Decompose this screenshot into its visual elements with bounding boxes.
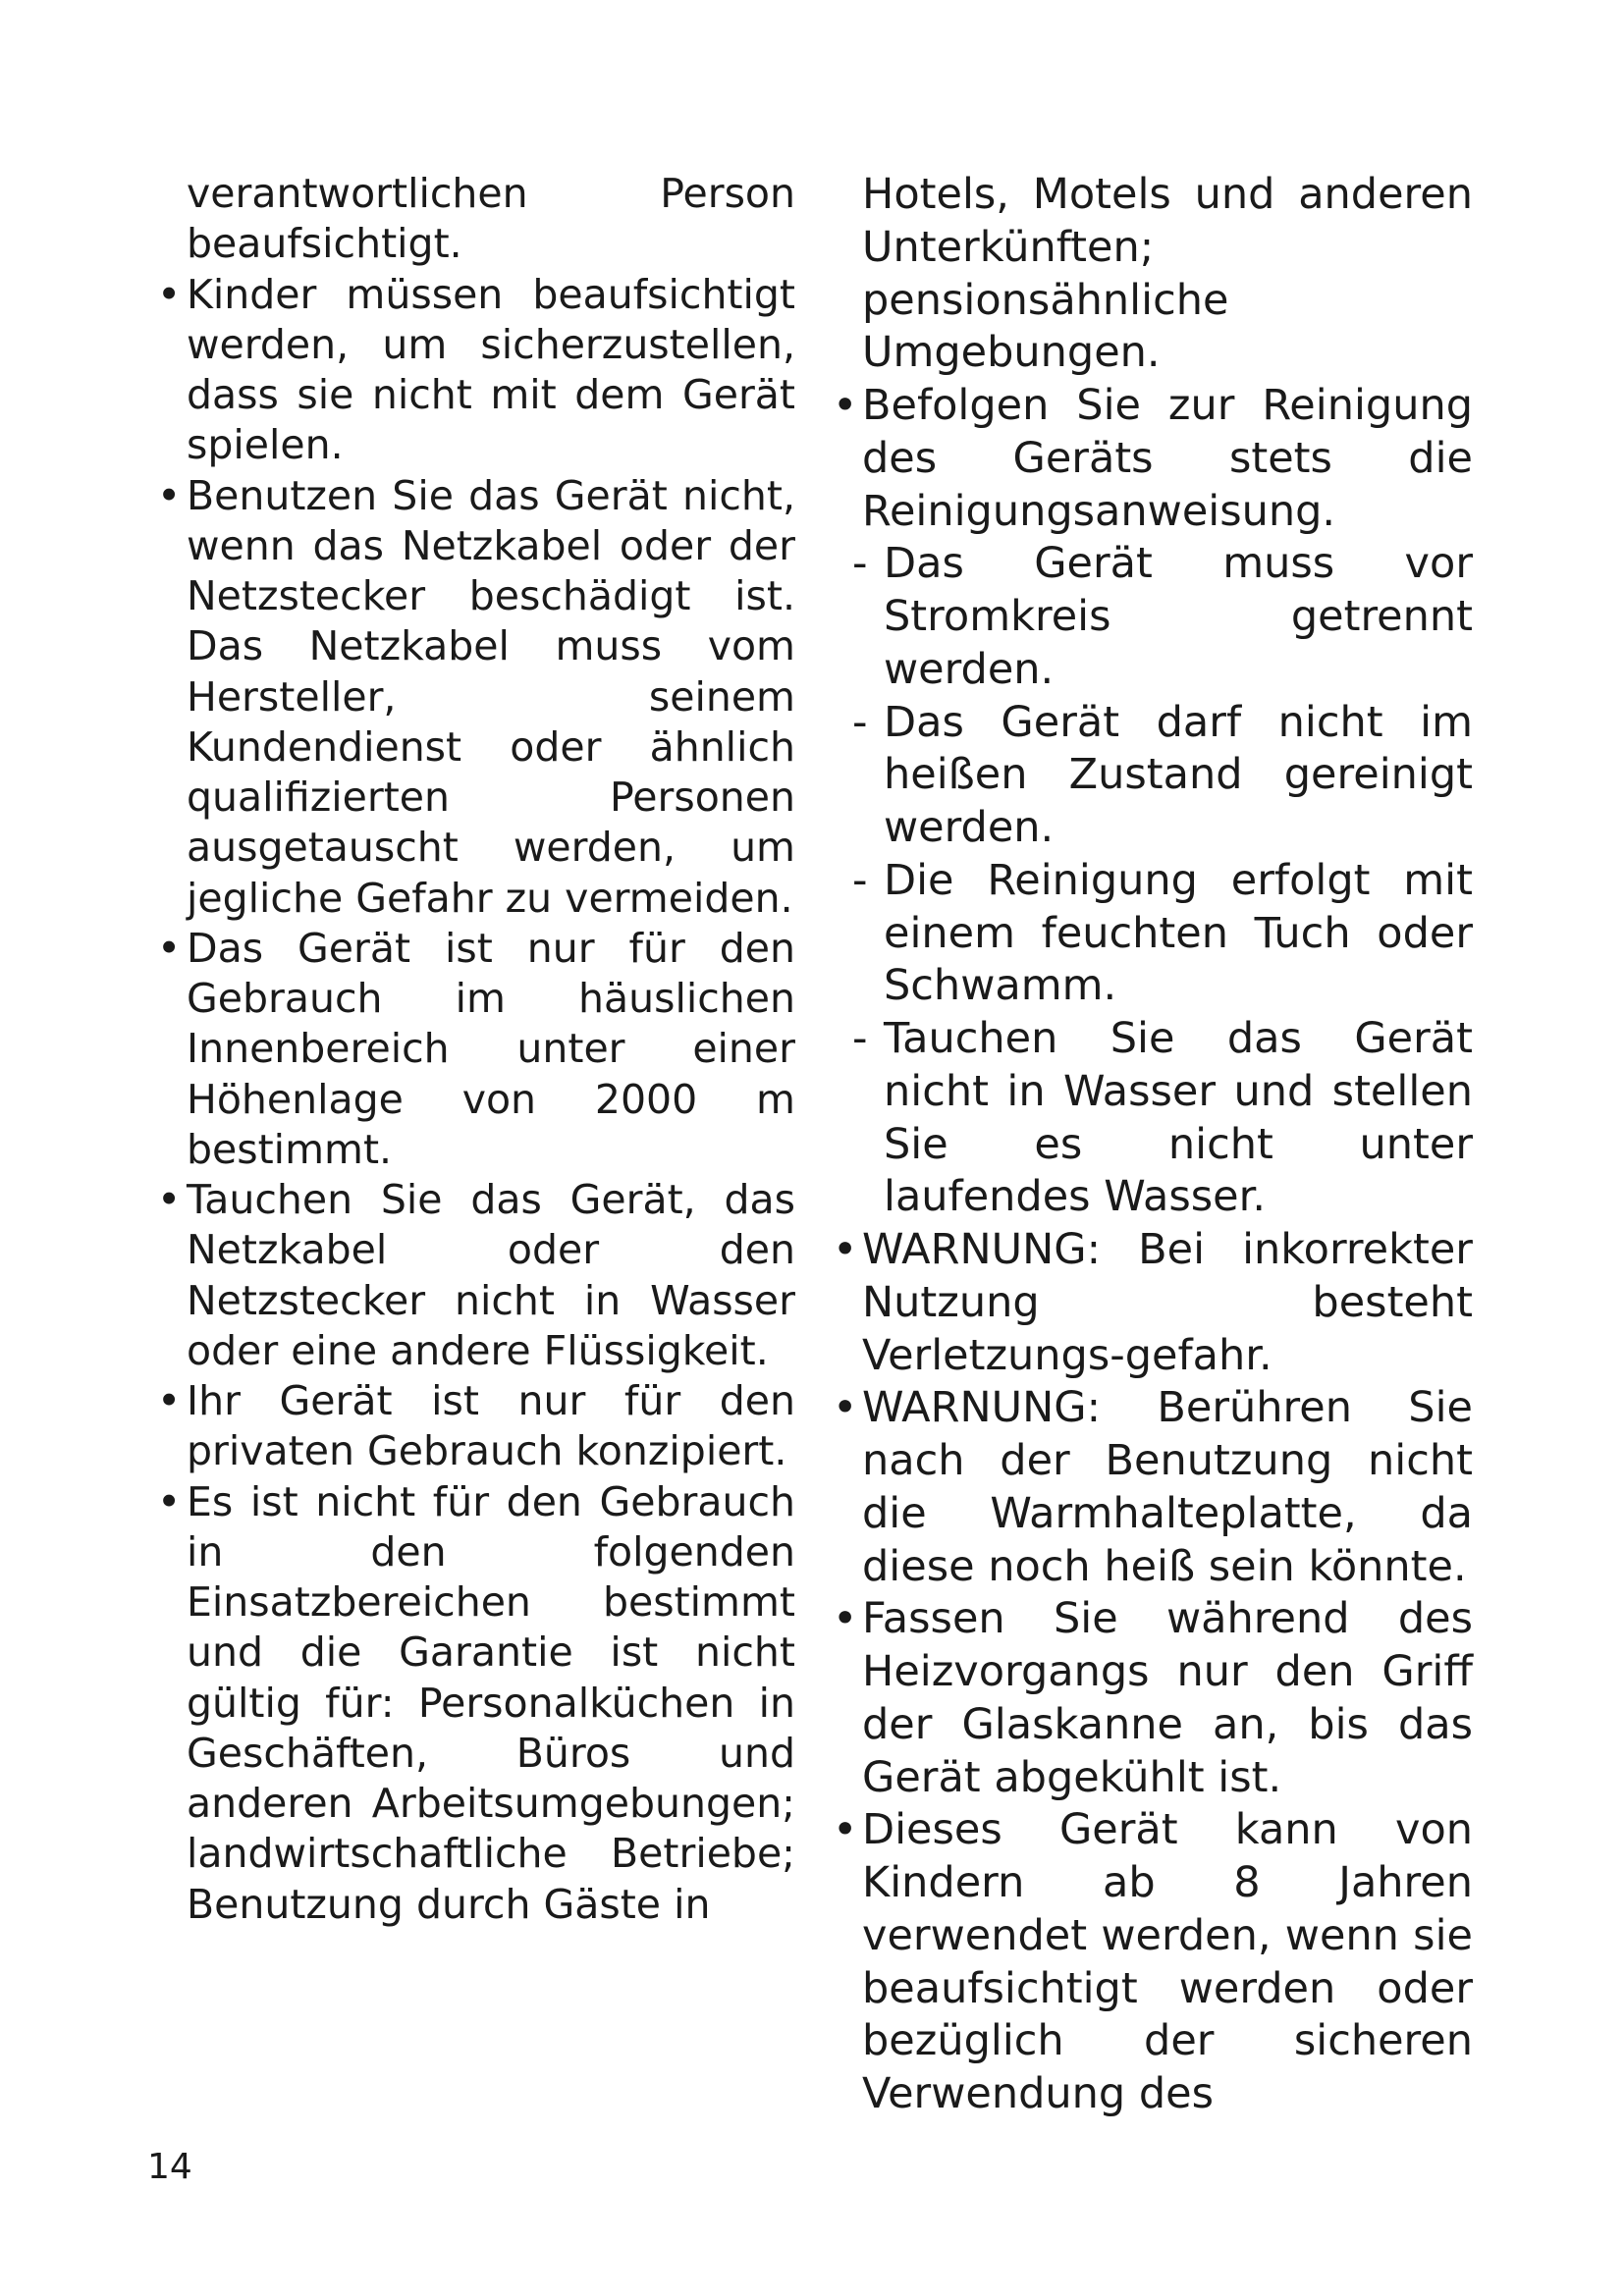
left-column xyxy=(157,169,795,1930)
right-list-item: • WARNUNG: Bei inkorrekter Nutzung besteht Verletzungs-gefahr. xyxy=(833,1225,1473,1380)
bullet-icon: • xyxy=(833,1383,858,1433)
right-list-item-cleaning: • Befolgen Sie zur Reinigung des Geräts stets die Reinigungsanweisung. xyxy=(833,381,1473,536)
bullet-icon: • xyxy=(157,1176,182,1223)
left-list-item: • Benutzen Sie das Gerät nicht, wenn das Netzkabel oder der Netzstecker beschädigt ist. Das Netzkabel muss vom Hersteller, seinem Kundendienst oder ähnlich qualifizierten Personen ausgetauscht werden, um jegliche Gefahr zu vermeiden. xyxy=(157,471,795,922)
dash-icon: - xyxy=(852,855,868,905)
left-list-item: • Das Gerät ist nur für den Gebrauch im häuslichen Innenbereich unter einer Höhenlage von 2000 m bestimmt. xyxy=(157,924,795,1173)
left-list-item: • Ihr Gerät ist nur für den privaten Gebrauch konzipiert. xyxy=(157,1377,795,1475)
right-list-item: • WARNUNG: Berühren Sie nach der Benutzung nicht die Warmhalteplatte, da diese noch heiß sein könnte. xyxy=(833,1383,1473,1591)
bullet-icon: • xyxy=(833,1594,858,1644)
right-column xyxy=(833,169,1473,2121)
dash-icon: - xyxy=(852,1014,868,1063)
cleaning-step: - Das Gerät muss vor Stromkreis getrennt werden. xyxy=(852,539,1473,694)
cleaning-step: - Tauchen Sie das Gerät nicht in Wasser und stellen Sie es nicht unter laufendes Wasser. xyxy=(852,1014,1473,1222)
bullet-icon: • xyxy=(833,1225,858,1274)
cleaning-step: - Die Reinigung erfolgt mit einem feuchten Tuch oder Schwamm. xyxy=(852,855,1473,1011)
cleaning-step: - Das Gerät darf nicht im heißen Zustand gereinigt werden. xyxy=(852,697,1473,852)
bullet-icon: • xyxy=(833,381,858,430)
dash-icon: - xyxy=(852,697,868,747)
right-list-item: • Dieses Gerät kann von Kindern ab 8 Jahren verwendet werden, wenn sie beaufsichtigt werden oder bezüglich der sicheren Verwendung des xyxy=(833,1805,1473,2118)
dash-icon: - xyxy=(852,539,868,589)
bullet-icon: • xyxy=(157,1477,182,1525)
right-list-item: • Fassen Sie während des Heizvorgangs nur den Griff der Glaskanne an, bis das Gerät abgekühlt ist. xyxy=(833,1594,1473,1802)
right-continuation-text: Hotels, Motels und anderen Unterkünften; pensionsähnliche Umgebungen. xyxy=(862,170,1473,378)
bullet-icon: • xyxy=(157,924,182,972)
left-list-item: • Kinder müssen beaufsichtigt werden, um sicherzustellen, dass sie nicht mit dem Gerät spielen. xyxy=(157,270,795,469)
left-continuation-text: verantwortlichen Person beaufsichtigt. xyxy=(187,170,795,268)
bullet-icon: • xyxy=(157,1377,182,1424)
left-list-item: • Es ist nicht für den Gebrauch in den folgenden Einsatzbereichen bestimmt und die Garantie ist nicht gültig für: Personalküchen in Geschäften, Büros und anderen Arbeitsumgebungen; landwirtschaftliche Betriebe; Benutzung durch Gäste in xyxy=(157,1477,795,1928)
bullet-icon: • xyxy=(157,270,182,318)
page-number: 14 xyxy=(147,2147,192,2187)
bullet-icon: • xyxy=(157,471,182,519)
bullet-icon: • xyxy=(833,1805,858,1855)
left-list-item: • Tauchen Sie das Gerät, das Netzkabel oder den Netzstecker nicht in Wasser oder eine andere Flüssigkeit. xyxy=(157,1176,795,1374)
